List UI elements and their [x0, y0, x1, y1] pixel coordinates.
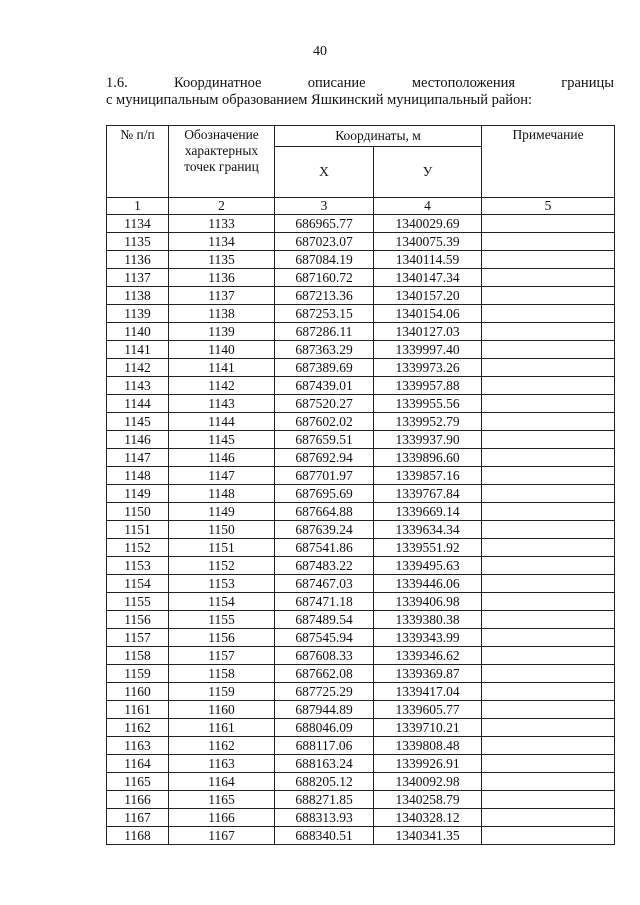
- y-coordinate-cell: 1340127.03: [374, 323, 482, 341]
- table-header: [107, 126, 615, 215]
- row-number-cell: 1154: [107, 575, 169, 593]
- y-coordinate-cell: 1340154.06: [374, 305, 482, 323]
- y-coordinate-cell: 1339669.14: [374, 503, 482, 521]
- row-number-cell: 1148: [107, 467, 169, 485]
- row-number-cell: 1134: [107, 215, 169, 233]
- table-row: [107, 665, 615, 683]
- heading-word: описание: [307, 75, 366, 91]
- x-coordinate-cell: 687701.97: [275, 467, 374, 485]
- table-row: [107, 377, 615, 395]
- y-coordinate-cell: 1340092.98: [374, 773, 482, 791]
- x-coordinate-cell: 688271.85: [275, 791, 374, 809]
- table-row: [107, 647, 615, 665]
- note-cell: [482, 539, 615, 557]
- point-designation-cell: 1149: [169, 503, 275, 521]
- row-number-cell: 1143: [107, 377, 169, 395]
- x-coordinate-cell: 687545.94: [275, 629, 374, 647]
- note-cell: [482, 485, 615, 503]
- row-number-cell: 1163: [107, 737, 169, 755]
- row-number-cell: 1152: [107, 539, 169, 557]
- note-cell: [482, 809, 615, 827]
- x-coordinate-cell: 687725.29: [275, 683, 374, 701]
- y-coordinate-cell: 1340075.39: [374, 233, 482, 251]
- heading-word: местоположения: [411, 75, 516, 91]
- y-coordinate-cell: 1340114.59: [374, 251, 482, 269]
- note-cell: [482, 755, 615, 773]
- x-coordinate-cell: 687662.08: [275, 665, 374, 683]
- note-cell: [482, 647, 615, 665]
- point-designation-cell: 1154: [169, 593, 275, 611]
- y-coordinate-cell: 1339551.92: [374, 539, 482, 557]
- table-row: [107, 287, 615, 305]
- point-designation-cell: 1160: [169, 701, 275, 719]
- point-designation-cell: 1164: [169, 773, 275, 791]
- table-row: [107, 827, 615, 845]
- heading-line-2: с муниципальным образованием Яшкинский муниципальный район:: [106, 92, 533, 108]
- note-cell: [482, 395, 615, 413]
- point-designation-cell: 1166: [169, 809, 275, 827]
- x-coordinate-cell: 687253.15: [275, 305, 374, 323]
- column-index-row: [107, 198, 615, 215]
- table-row: [107, 593, 615, 611]
- note-cell: [482, 575, 615, 593]
- row-number-cell: 1155: [107, 593, 169, 611]
- header-designation: Обозначение характерных точек границ: [169, 126, 275, 198]
- note-cell: [482, 413, 615, 431]
- point-designation-cell: 1138: [169, 305, 275, 323]
- y-coordinate-cell: 1339937.90: [374, 431, 482, 449]
- point-designation-cell: 1165: [169, 791, 275, 809]
- row-number-cell: 1149: [107, 485, 169, 503]
- point-designation-cell: 1145: [169, 431, 275, 449]
- row-number-cell: 1161: [107, 701, 169, 719]
- x-coordinate-cell: 687467.03: [275, 575, 374, 593]
- note-cell: [482, 791, 615, 809]
- table-row: [107, 305, 615, 323]
- y-coordinate-cell: 1339605.77: [374, 701, 482, 719]
- table-row: [107, 341, 615, 359]
- x-coordinate-cell: 687608.33: [275, 647, 374, 665]
- y-coordinate-cell: 1339634.34: [374, 521, 482, 539]
- table-row: [107, 251, 615, 269]
- row-number-cell: 1146: [107, 431, 169, 449]
- y-coordinate-cell: 1339957.88: [374, 377, 482, 395]
- table-row: [107, 215, 615, 233]
- table-row: [107, 323, 615, 341]
- point-designation-cell: 1147: [169, 467, 275, 485]
- point-designation-cell: 1155: [169, 611, 275, 629]
- row-number-cell: 1153: [107, 557, 169, 575]
- table-row: [107, 467, 615, 485]
- x-coordinate-cell: 687520.27: [275, 395, 374, 413]
- y-coordinate-cell: 1339926.91: [374, 755, 482, 773]
- table-row: [107, 431, 615, 449]
- section-heading: [106, 75, 614, 109]
- column-index: 2: [169, 198, 275, 215]
- table-row: [107, 611, 615, 629]
- heading-line-1: [106, 75, 614, 92]
- table-row: [107, 809, 615, 827]
- point-designation-cell: 1141: [169, 359, 275, 377]
- row-number-cell: 1159: [107, 665, 169, 683]
- x-coordinate-cell: 687213.36: [275, 287, 374, 305]
- row-number-cell: 1145: [107, 413, 169, 431]
- note-cell: [482, 557, 615, 575]
- point-designation-cell: 1156: [169, 629, 275, 647]
- y-coordinate-cell: 1339406.98: [374, 593, 482, 611]
- note-cell: [482, 467, 615, 485]
- row-number-cell: 1147: [107, 449, 169, 467]
- point-designation-cell: 1152: [169, 557, 275, 575]
- column-index: 4: [374, 198, 482, 215]
- table-row: [107, 485, 615, 503]
- x-coordinate-cell: 687363.29: [275, 341, 374, 359]
- x-coordinate-cell: 687160.72: [275, 269, 374, 287]
- table-row: [107, 791, 615, 809]
- note-cell: [482, 323, 615, 341]
- note-cell: [482, 773, 615, 791]
- point-designation-cell: 1137: [169, 287, 275, 305]
- x-coordinate-cell: 687944.89: [275, 701, 374, 719]
- note-cell: [482, 377, 615, 395]
- x-coordinate-cell: 688340.51: [275, 827, 374, 845]
- x-coordinate-cell: 688313.93: [275, 809, 374, 827]
- table-row: [107, 683, 615, 701]
- point-designation-cell: 1136: [169, 269, 275, 287]
- header-num: № п/п: [107, 126, 169, 198]
- x-coordinate-cell: 687639.24: [275, 521, 374, 539]
- row-number-cell: 1166: [107, 791, 169, 809]
- table-row: [107, 395, 615, 413]
- y-coordinate-cell: 1339857.16: [374, 467, 482, 485]
- header-note: Примечание: [482, 126, 615, 198]
- header-coordinates: Координаты, м: [275, 126, 482, 147]
- point-designation-cell: 1135: [169, 251, 275, 269]
- note-cell: [482, 215, 615, 233]
- x-coordinate-cell: 687439.01: [275, 377, 374, 395]
- heading-word: Координатное: [174, 75, 262, 91]
- y-coordinate-cell: 1339343.99: [374, 629, 482, 647]
- note-cell: [482, 287, 615, 305]
- point-designation-cell: 1139: [169, 323, 275, 341]
- table-row: [107, 629, 615, 647]
- note-cell: [482, 611, 615, 629]
- row-number-cell: 1158: [107, 647, 169, 665]
- note-cell: [482, 341, 615, 359]
- y-coordinate-cell: 1340029.69: [374, 215, 482, 233]
- note-cell: [482, 593, 615, 611]
- y-coordinate-cell: 1340157.20: [374, 287, 482, 305]
- x-coordinate-cell: 687471.18: [275, 593, 374, 611]
- point-designation-cell: 1153: [169, 575, 275, 593]
- row-number-cell: 1167: [107, 809, 169, 827]
- y-coordinate-cell: 1339973.26: [374, 359, 482, 377]
- row-number-cell: 1137: [107, 269, 169, 287]
- heading-number: 1.6.: [106, 75, 128, 91]
- row-number-cell: 1157: [107, 629, 169, 647]
- table-row: [107, 737, 615, 755]
- column-index: 1: [107, 198, 169, 215]
- note-cell: [482, 449, 615, 467]
- row-number-cell: 1138: [107, 287, 169, 305]
- table-row: [107, 755, 615, 773]
- header-x: X: [275, 146, 374, 197]
- x-coordinate-cell: 688205.12: [275, 773, 374, 791]
- table-row: [107, 503, 615, 521]
- y-coordinate-cell: 1339380.38: [374, 611, 482, 629]
- note-cell: [482, 233, 615, 251]
- point-designation-cell: 1142: [169, 377, 275, 395]
- note-cell: [482, 521, 615, 539]
- table-row: [107, 449, 615, 467]
- x-coordinate-cell: 686965.77: [275, 215, 374, 233]
- table-row: [107, 413, 615, 431]
- point-designation-cell: 1140: [169, 341, 275, 359]
- point-designation-cell: 1144: [169, 413, 275, 431]
- note-cell: [482, 431, 615, 449]
- y-coordinate-cell: 1339495.63: [374, 557, 482, 575]
- point-designation-cell: 1143: [169, 395, 275, 413]
- row-number-cell: 1165: [107, 773, 169, 791]
- table-row: [107, 233, 615, 251]
- row-number-cell: 1144: [107, 395, 169, 413]
- table-row: [107, 359, 615, 377]
- y-coordinate-cell: 1340341.35: [374, 827, 482, 845]
- note-cell: [482, 503, 615, 521]
- point-designation-cell: 1150: [169, 521, 275, 539]
- x-coordinate-cell: 687659.51: [275, 431, 374, 449]
- table-row: [107, 557, 615, 575]
- row-number-cell: 1160: [107, 683, 169, 701]
- row-number-cell: 1141: [107, 341, 169, 359]
- table-row: [107, 773, 615, 791]
- y-coordinate-cell: 1339952.79: [374, 413, 482, 431]
- x-coordinate-cell: 687541.86: [275, 539, 374, 557]
- x-coordinate-cell: 688163.24: [275, 755, 374, 773]
- row-number-cell: 1151: [107, 521, 169, 539]
- x-coordinate-cell: 688046.09: [275, 719, 374, 737]
- row-number-cell: 1162: [107, 719, 169, 737]
- point-designation-cell: 1151: [169, 539, 275, 557]
- row-number-cell: 1140: [107, 323, 169, 341]
- row-number-cell: 1135: [107, 233, 169, 251]
- row-number-cell: 1156: [107, 611, 169, 629]
- x-coordinate-cell: 687483.22: [275, 557, 374, 575]
- page-number: 40: [313, 44, 327, 59]
- point-designation-cell: 1157: [169, 647, 275, 665]
- table-row: [107, 521, 615, 539]
- row-number-cell: 1142: [107, 359, 169, 377]
- point-designation-cell: 1167: [169, 827, 275, 845]
- x-coordinate-cell: 687286.11: [275, 323, 374, 341]
- y-coordinate-cell: 1339446.06: [374, 575, 482, 593]
- x-coordinate-cell: 687023.07: [275, 233, 374, 251]
- y-coordinate-cell: 1339808.48: [374, 737, 482, 755]
- coordinates-table: [106, 125, 615, 845]
- note-cell: [482, 269, 615, 287]
- table-row: [107, 719, 615, 737]
- row-number-cell: 1136: [107, 251, 169, 269]
- note-cell: [482, 737, 615, 755]
- y-coordinate-cell: 1340147.34: [374, 269, 482, 287]
- table-body: [107, 215, 615, 845]
- y-coordinate-cell: 1340328.12: [374, 809, 482, 827]
- y-coordinate-cell: 1339346.62: [374, 647, 482, 665]
- row-number-cell: 1164: [107, 755, 169, 773]
- note-cell: [482, 359, 615, 377]
- row-number-cell: 1139: [107, 305, 169, 323]
- row-number-cell: 1168: [107, 827, 169, 845]
- note-cell: [482, 665, 615, 683]
- x-coordinate-cell: 687692.94: [275, 449, 374, 467]
- note-cell: [482, 251, 615, 269]
- table-row: [107, 539, 615, 557]
- column-index: 3: [275, 198, 374, 215]
- y-coordinate-cell: 1339417.04: [374, 683, 482, 701]
- x-coordinate-cell: 687664.88: [275, 503, 374, 521]
- table-row: [107, 269, 615, 287]
- note-cell: [482, 629, 615, 647]
- x-coordinate-cell: 687695.69: [275, 485, 374, 503]
- point-designation-cell: 1134: [169, 233, 275, 251]
- note-cell: [482, 683, 615, 701]
- x-coordinate-cell: 687489.54: [275, 611, 374, 629]
- point-designation-cell: 1159: [169, 683, 275, 701]
- row-number-cell: 1150: [107, 503, 169, 521]
- column-index: 5: [482, 198, 615, 215]
- note-cell: [482, 305, 615, 323]
- point-designation-cell: 1148: [169, 485, 275, 503]
- y-coordinate-cell: 1339369.87: [374, 665, 482, 683]
- x-coordinate-cell: 688117.06: [275, 737, 374, 755]
- y-coordinate-cell: 1339997.40: [374, 341, 482, 359]
- point-designation-cell: 1161: [169, 719, 275, 737]
- x-coordinate-cell: 687084.19: [275, 251, 374, 269]
- note-cell: [482, 719, 615, 737]
- point-designation-cell: 1158: [169, 665, 275, 683]
- y-coordinate-cell: 1339896.60: [374, 449, 482, 467]
- table-row: [107, 575, 615, 593]
- heading-word: границы: [561, 75, 614, 91]
- point-designation-cell: 1162: [169, 737, 275, 755]
- note-cell: [482, 701, 615, 719]
- table-row: [107, 701, 615, 719]
- header-y: У: [374, 146, 482, 197]
- y-coordinate-cell: 1339955.56: [374, 395, 482, 413]
- point-designation-cell: 1163: [169, 755, 275, 773]
- x-coordinate-cell: 687602.02: [275, 413, 374, 431]
- y-coordinate-cell: 1340258.79: [374, 791, 482, 809]
- y-coordinate-cell: 1339710.21: [374, 719, 482, 737]
- y-coordinate-cell: 1339767.84: [374, 485, 482, 503]
- point-designation-cell: 1133: [169, 215, 275, 233]
- note-cell: [482, 827, 615, 845]
- x-coordinate-cell: 687389.69: [275, 359, 374, 377]
- point-designation-cell: 1146: [169, 449, 275, 467]
